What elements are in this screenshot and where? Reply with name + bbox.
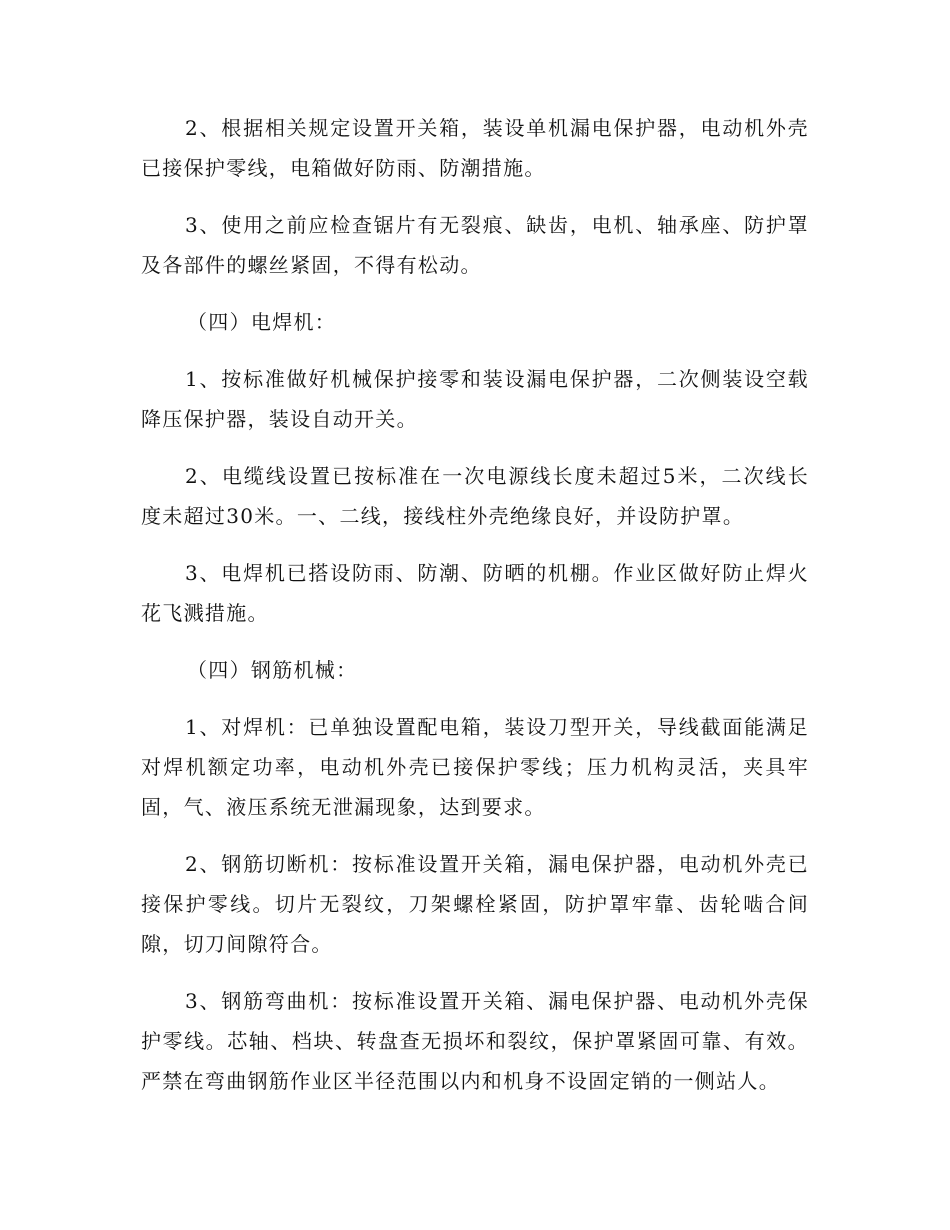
paragraph-rebar-bender: 3、钢筋弯曲机：按标准设置开关箱、漏电保护器、电动机外壳保护零线。芯轴、档块、转盘查无损坏和裂纹，保护罩紧固可靠、有效。严禁在弯曲钢筋作业区半径范围以内和机身不设固定销的一侧站人。: [141, 989, 809, 1093]
paragraph-welder-protection: 1、按标准做好机械保护接零和装设漏电保护器，二次侧装设空载降压保护器，装设自动开关。: [141, 367, 809, 431]
paragraph-welder-cable: 2、电缆线设置已按标准在一次电源线长度未超过5米，二次线长度未超过30米。一、二线，接线柱外壳绝缘良好，并设防护罩。: [141, 464, 809, 528]
paragraph-rebar-cutter: 2、钢筋切断机：按标准设置开关箱，漏电保护器，电动机外壳已接保护零线。切片无裂纹，刀架螺栓紧固，防护罩牢靠、齿轮啮合间隙，切刀间隙符合。: [141, 852, 809, 956]
paragraph-saw-switchbox: 2、根据相关规定设置开关箱，装设单机漏电保护器，电动机外壳已接保护零线，电箱做好防雨、防潮措施。: [141, 116, 809, 180]
paragraph-saw-inspection: 3、使用之前应检查锯片有无裂痕、缺齿，电机、轴承座、防护罩及各部件的螺丝紧固，不得有松动。: [141, 213, 809, 277]
paragraph-welder-shed: 3、电焊机已搭设防雨、防潮、防晒的机棚。作业区做好防止焊火花飞溅措施。: [141, 561, 809, 625]
document-body: [141, 108, 809, 1118]
section-heading-rebar-machinery: （四）钢筋机械：: [187, 658, 358, 682]
paragraph-butt-welder: 1、对焊机：已单独设置配电箱，装设刀型开关，导线截面能满足对焊机额定功率，电动机外壳已接保护零线；压力机构灵活，夹具牢固，气、液压系统无泄漏现象，达到要求。: [141, 715, 809, 819]
section-heading-welder: （四）电焊机：: [187, 310, 337, 334]
